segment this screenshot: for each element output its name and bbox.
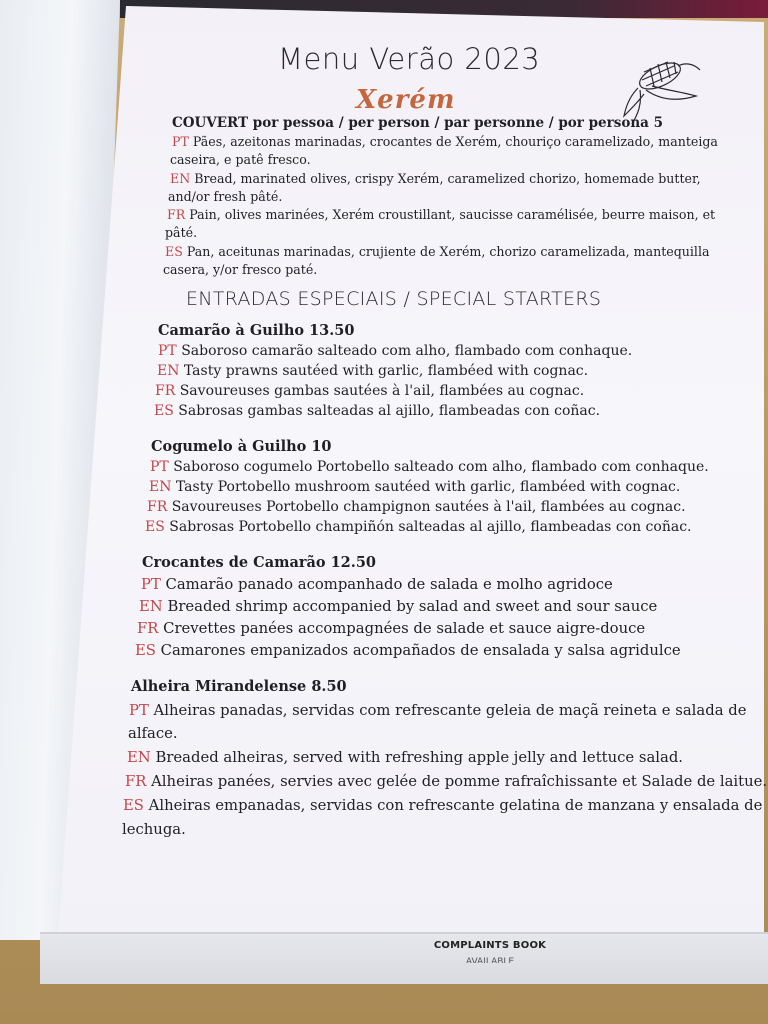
dish-desc-fr (137, 620, 645, 637)
couvert-es-line2: casera, y/or fresco paté. (163, 262, 318, 277)
lang-code-es: ES (145, 519, 165, 535)
restaurant-name: Xerém (356, 85, 456, 115)
dish-desc-es (135, 642, 681, 659)
lang-code-pt: PT (150, 459, 169, 475)
dish-text: Breaded shrimp accompanied by salad and sweet and sour sauce (162, 598, 658, 615)
dish-desc-pt (150, 459, 709, 475)
couvert-en-text: Bread, marinated olives, crispy Xerém, caramelized chorizo, homemade butter, (190, 171, 701, 186)
couvert-heading: COUVERT por pessoa / per person / par personne / por persona 5 (172, 115, 664, 131)
couvert-fr-line2: pâté. (165, 225, 198, 240)
couvert-pt-text: Pães, azeitonas marinadas, crocantes de Xerém, chouriço caramelizado, manteiga (188, 134, 718, 149)
lang-code-en: EN (170, 171, 191, 186)
dish-text: Alheiras panadas, servidas com refrescante geleia de maçã reineta e salada de (148, 702, 747, 719)
dish-desc-en (149, 479, 680, 495)
dish-desc-es (123, 797, 762, 814)
dish-desc-es (154, 403, 600, 419)
dish-text: Saboroso camarão salteado com alho, flambado com conhaque. (176, 343, 633, 359)
dish-name: Cogumelo à Guilho 10 (151, 438, 332, 455)
dish-text: Tasty prawns sautéed with garlic, flambéed with cognac. (179, 363, 589, 379)
dish-desc-fr (155, 383, 584, 399)
dish-desc-pt-cont: alface. (128, 725, 178, 742)
dish-text: Alheiras empanadas, servidas con refrescante gelatina de manzana y ensalada de (143, 797, 763, 814)
dish-desc-en (157, 363, 588, 379)
complaints-book-label: COMPLAINTS BOOK (433, 940, 547, 951)
lang-code-en: EN (149, 479, 172, 495)
dish-desc-es (145, 519, 691, 535)
lang-code-fr: FR (125, 773, 147, 790)
lang-code-fr: FR (137, 620, 159, 637)
couvert-fr-line1 (167, 207, 715, 222)
dish-name: Camarão à Guilho 13.50 (158, 322, 355, 339)
couvert-es-line1 (165, 244, 710, 259)
dish-desc-pt (129, 702, 746, 719)
dish-text: Savoureuses gambas sautées à l'ail, flambées au cognac. (175, 383, 585, 399)
dish-desc-en (139, 598, 657, 615)
couvert-pt-line2: caseira, e patê fresco. (170, 152, 311, 167)
couvert-fr-text: Pain, olives marinées, Xerém croustillant, saucisse caramélisée, beurre maison, et (185, 207, 716, 222)
lang-code-es: ES (165, 244, 183, 259)
lang-code-fr: FR (147, 499, 168, 515)
dish-text: Tasty Portobello mushroom sautéed with garlic, flambéed with cognac. (171, 479, 681, 495)
lang-code-fr: FR (155, 383, 176, 399)
section-title: ENTRADAS ESPECIAIS / SPECIAL STARTERS (186, 288, 602, 310)
dish-text: Saboroso cogumelo Portobello salteado com alho, flambado com conhaque. (168, 459, 709, 475)
couvert-en-line2: and/or fresh pâté. (168, 189, 283, 204)
dish-text: Sabrosas gambas salteadas al ajillo, flambeadas con coñac. (173, 403, 601, 419)
lang-code-pt: PT (172, 134, 189, 149)
dish-desc-pt (158, 343, 632, 359)
dish-text: Crevettes panées accompagnées de salade et sauce aigre-douce (158, 620, 646, 637)
dish-name: Alheira Mirandelense 8.50 (131, 678, 347, 695)
couvert-en-line1 (170, 171, 701, 186)
lang-code-fr: FR (167, 207, 186, 222)
lang-code-pt: PT (129, 702, 149, 719)
lang-code-pt: PT (141, 576, 161, 593)
lang-code-es: ES (154, 403, 174, 419)
lang-code-en: EN (139, 598, 163, 615)
dish-desc-pt (141, 576, 613, 593)
dish-text: Alheiras panées, servies avec gelée de pomme rafraîchissante et Salade de laitue. (146, 773, 768, 790)
dish-text: Savoureuses Portobello champignon sautées à l'ail, flambées au cognac. (167, 499, 686, 515)
dish-text: Sabrosas Portobello champiñón salteadas al ajillo, flambeadas con coñac. (164, 519, 692, 535)
lang-code-pt: PT (158, 343, 177, 359)
lang-code-es: ES (123, 797, 144, 814)
lang-code-en: EN (157, 363, 180, 379)
dish-name: Crocantes de Camarão 12.50 (142, 554, 376, 571)
dish-desc-fr (125, 773, 767, 790)
dish-desc-es-cont: lechuga. (122, 821, 186, 838)
menu-title: Menu Verão 2023 (278, 42, 541, 76)
dish-desc-fr (147, 499, 686, 515)
dish-text: Camarão panado acompanhado de salada e molho agridoce (160, 576, 613, 593)
couvert-es-text: Pan, aceitunas marinadas, crujiente de Xerém, chorizo caramelizada, mantequilla (182, 244, 710, 259)
lang-code-en: EN (127, 749, 151, 766)
dish-desc-en (127, 749, 683, 766)
dish-text: Breaded alheiras, served with refreshing apple jelly and lettuce salad. (150, 749, 684, 766)
lang-code-es: ES (135, 642, 156, 659)
dish-text: Camarones empanizados acompañados de ensalada y salsa agridulce (155, 642, 681, 659)
available-label: AVAILABLE (465, 957, 515, 963)
couvert-pt-line1 (172, 134, 718, 149)
